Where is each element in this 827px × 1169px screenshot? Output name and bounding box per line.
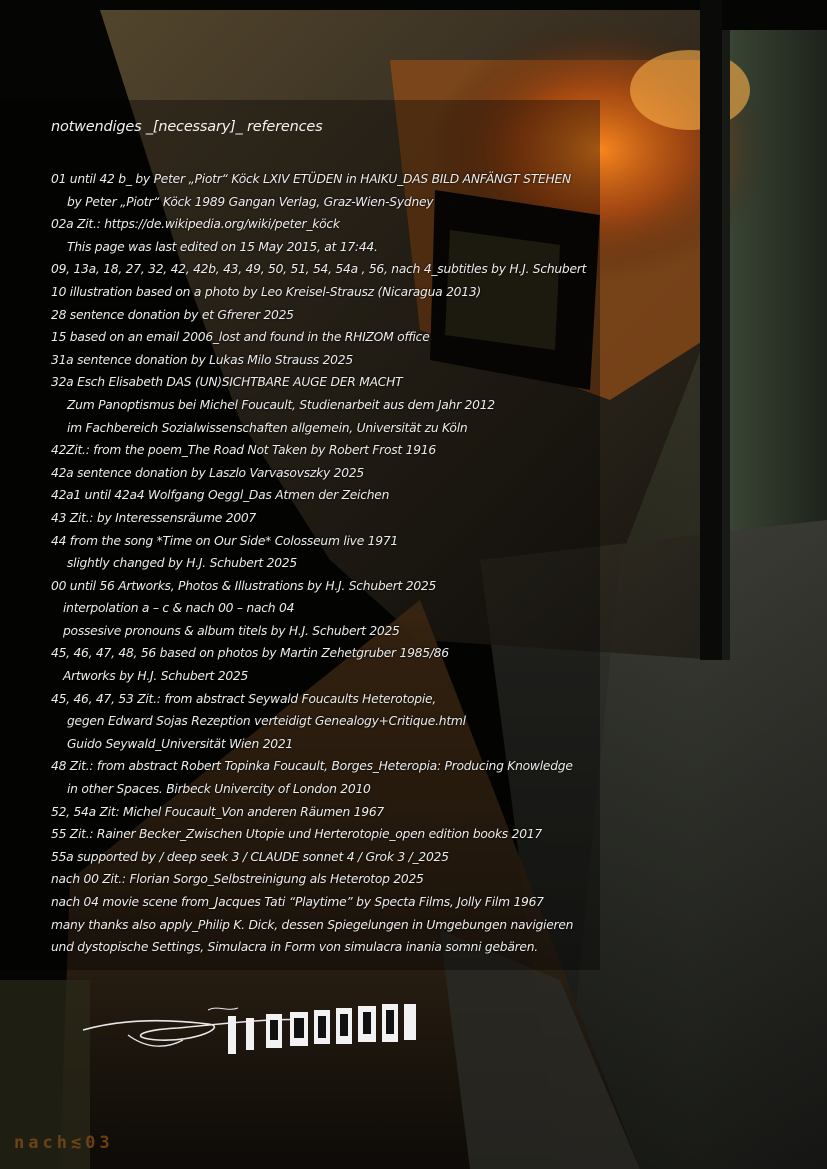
reference-line: 01 until 42 b_ by Peter „Piotr“ Köck LXIV ETÜDEN in HAIKU_DAS BILD ANFÄNGT STEHEN bbox=[51, 172, 571, 186]
reference-line: 42Zit.: from the poem_The Road Not Taken by Robert Frost 1916 bbox=[51, 443, 436, 458]
page-heading: notwendiges _[necessary]_ references bbox=[51, 119, 323, 135]
reference-line: nach 04 movie scene from_Jacques Tati “Playtime” by Specta Films, Jolly Film 1967 bbox=[51, 895, 544, 909]
reference-line: in other Spaces. Birbeck Univercity of London 2010 bbox=[67, 782, 371, 797]
reference-line: 00 until 56 Artworks, Photos & Illustrations by H.J. Schubert 2025 bbox=[51, 578, 437, 593]
reference-line: 32a Esch Elisabeth DAS (UN)SICHTBARE AUGE DER MACHT bbox=[51, 375, 403, 390]
reference-line: 45, 46, 47, 53 Zit.: from abstract Seywald Foucaults Heterotopie, bbox=[51, 691, 436, 706]
page-marker: nach≲03 bbox=[14, 1133, 114, 1153]
reference-line: 48 Zit.: from abstract Robert Topinka Foucault, Borges_Heteropia: Producing Knowledge bbox=[51, 759, 573, 774]
reference-line: interpolation a – c & nach 00 – nach 04 bbox=[63, 601, 295, 616]
reference-list bbox=[51, 168, 586, 959]
reference-line: 02a Zit.: https://de.wikipedia.org/wiki/peter_köck bbox=[51, 217, 340, 232]
reference-line: 10 illustration based on a photo by Leo Kreisel-Strausz (Nicaragua 2013) bbox=[51, 284, 481, 299]
reference-line: 55 Zit.: Rainer Becker_Zwischen Utopie und Herterotopie_open edition books 2017 bbox=[51, 827, 542, 842]
reference-line: slightly changed by H.J. Schubert 2025 bbox=[67, 556, 297, 571]
reference-line: und dystopische Settings, Simulacra in Form von simulacra inania somni gebären. bbox=[51, 940, 538, 955]
reference-line: 52, 54a Zit: Michel Foucault_Von anderen Räumen 1967 bbox=[51, 804, 384, 819]
reference-line: by Peter „Piotr“ Köck 1989 Gangan Verlag, Graz-Wien-Sydney bbox=[67, 194, 434, 209]
reference-line: 44 from the song *Time on Our Side* Colosseum live 1971 bbox=[51, 533, 398, 548]
reference-line: Artworks by H.J. Schubert 2025 bbox=[63, 669, 249, 684]
reference-line: 43 Zit.: by Interessensräume 2007 bbox=[51, 510, 257, 525]
reference-line: 09, 13a, 18, 27, 32, 42, 42b, 43, 49, 50, 51, 54, 54a , 56, nach 4_subtitles by H.J. Schubert bbox=[51, 262, 587, 277]
reference-line: This page was last edited on 15 May 2015, at 17:44. bbox=[67, 239, 378, 254]
reference-line: nach 00 Zit.: Florian Sorgo_Selbstreinigung als Heterotop 2025 bbox=[51, 872, 424, 887]
reference-line: 42a sentence donation by Laszlo Varvasovszky 2025 bbox=[51, 465, 364, 480]
signature-logo bbox=[78, 990, 478, 1070]
reference-line: im Fachbereich Sozialwissenschaften allgemein, Universität zu Köln bbox=[67, 420, 468, 435]
reference-line: Zum Panoptismus bei Michel Foucault, Studienarbeit aus dem Jahr 2012 bbox=[67, 397, 495, 412]
reference-line: Guido Seywald_Universität Wien 2021 bbox=[67, 736, 293, 751]
reference-line: 28 sentence donation by et Gfrerer 2025 bbox=[51, 307, 294, 322]
reference-line: many thanks also apply_Philip K. Dick, dessen Spiegelungen in Umgebungen navigieren bbox=[51, 917, 574, 932]
reference-line: 42a1 until 42a4 Wolfgang Oeggl_Das Atmen der Zeichen bbox=[51, 488, 390, 503]
reference-line: 15 based on an email 2006_lost and found in the RHIZOM office bbox=[51, 330, 430, 345]
reference-line: 55a supported by / deep seek 3 / CLAUDE sonnet 4 / Grok 3 /_2025 bbox=[51, 849, 449, 864]
reference-line: 31a sentence donation by Lukas Milo Strauss 2025 bbox=[51, 352, 353, 367]
reference-line: gegen Edward Sojas Rezeption verteidigt Genealogy+Critique.html bbox=[67, 714, 466, 729]
reference-line: 45, 46, 47, 48, 56 based on photos by Martin Zehetgruber 1985/86 bbox=[51, 646, 449, 661]
reference-line: possesive pronouns & album titels by H.J. Schubert 2025 bbox=[63, 623, 400, 638]
